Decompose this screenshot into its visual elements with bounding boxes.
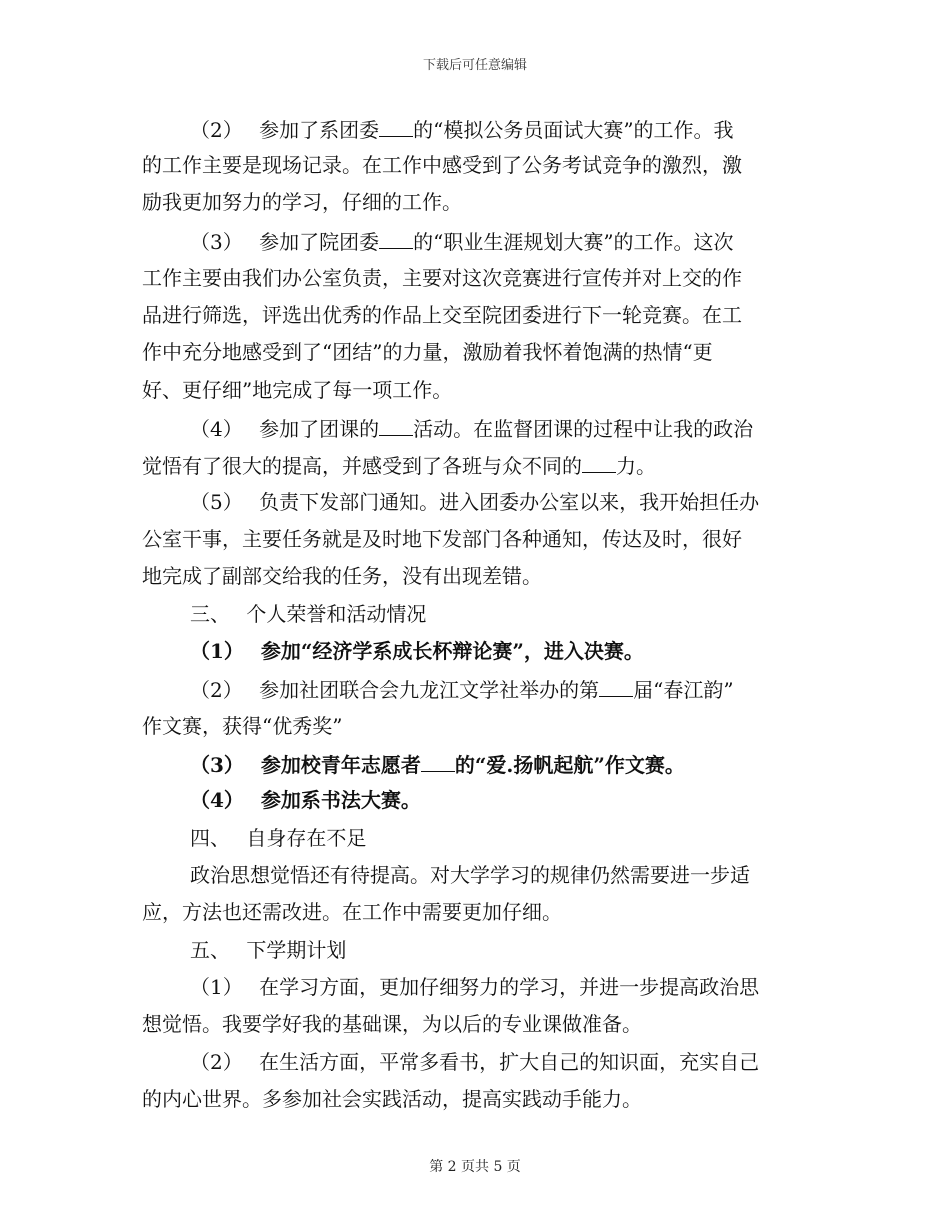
text-segment: （1） 参加“经济学系成长杯辩论赛”，进入决赛。 xyxy=(190,639,644,663)
text-line xyxy=(190,938,346,962)
text-line xyxy=(142,303,742,327)
text-line xyxy=(190,116,734,142)
text-segment: 品进行筛选，评选出优秀的作品上交至院团委进行下一轮竞赛。在工 xyxy=(142,303,742,327)
text-segment: 作中充分地感受到了“团结”的力量，激励着我怀着饱满的热情“更 xyxy=(142,340,713,364)
text-line xyxy=(142,452,656,478)
text-segment: 的工作主要是现场记录。在工作中感受到了公务考试竞争的激烈，激 xyxy=(142,153,742,177)
blank-underline xyxy=(379,116,413,137)
text-segment: 作文赛，获得“优秀奖” xyxy=(142,714,343,738)
text-segment: （2） 在生活方面，平常多看书，扩大自己的知识面，充实自己 xyxy=(190,1050,760,1074)
text-line xyxy=(190,602,426,626)
text-line xyxy=(142,266,742,290)
text-segment: 活动。在监督团课的过程中让我的政治 xyxy=(413,417,754,441)
text-segment: 届“春江韵” xyxy=(633,678,734,702)
text-line xyxy=(142,1012,642,1036)
blank-underline xyxy=(379,228,413,249)
text-segment: 的内心世界。多参加社会实践活动，提高实践动手能力。 xyxy=(142,1087,642,1111)
text-line xyxy=(190,788,421,812)
text-segment: （3） 参加了院团委 xyxy=(190,230,380,254)
text-line xyxy=(190,228,734,254)
text-segment: 想觉悟。我要学好我的基础课，为以后的专业课做准备。 xyxy=(142,1012,642,1036)
text-segment: （3） 参加校青年志愿者 xyxy=(190,753,421,777)
text-segment: 四、 自身存在不足 xyxy=(190,826,367,850)
text-line xyxy=(142,527,742,551)
text-segment: （2） 参加社团联合会九龙江文学社举办的第 xyxy=(190,678,600,702)
text-segment: 工作主要由我们办公室负责，主要对这次竞赛进行宣传并对上交的作 xyxy=(142,266,742,290)
text-line xyxy=(190,676,734,702)
text-segment: 地完成了副部交给我的任务，没有出现差错。 xyxy=(142,564,542,588)
text-line xyxy=(142,190,462,214)
text-line xyxy=(142,564,542,588)
text-segment: 应，方法也还需改进。在工作中需要更加仔细。 xyxy=(142,900,562,924)
text-line xyxy=(142,714,342,738)
text-segment: 觉悟有了很大的提高，并感受到了各班与众不同的 xyxy=(142,454,582,478)
page-header: 下载后可任意编辑 xyxy=(422,58,527,73)
text-segment: 的“模拟公务员面试大赛”的工作。我 xyxy=(413,118,734,142)
text-line xyxy=(190,415,753,441)
text-line xyxy=(142,378,452,402)
text-segment: （1） 在学习方面，更加仔细努力的学习，并进一步提高政治思 xyxy=(190,975,760,999)
text-line xyxy=(190,975,759,999)
text-line xyxy=(142,340,713,364)
text-segment: （4） 参加了团课的 xyxy=(190,417,380,441)
text-segment: 的“爱.扬帆起航”作文赛。 xyxy=(454,753,685,777)
text-line xyxy=(190,826,366,850)
blank-underline xyxy=(379,415,413,436)
text-line xyxy=(142,153,742,177)
text-line xyxy=(190,751,685,777)
text-line xyxy=(190,490,759,514)
text-segment: 的“职业生涯规划大赛”的工作。这次 xyxy=(413,230,734,254)
text-line xyxy=(190,639,644,663)
text-segment: 政治思想觉悟还有待提高。对大学学习的规律仍然需要进一步适 xyxy=(190,863,750,887)
text-segment: （5） 负责下发部门通知。进入团委办公室以来，我开始担任办 xyxy=(190,490,760,514)
text-line xyxy=(142,900,562,924)
text-line xyxy=(142,1087,642,1111)
text-segment: （4） 参加系书法大赛。 xyxy=(190,788,421,812)
text-segment: （2） 参加了系团委 xyxy=(190,118,380,142)
text-segment: 好、更仔细”地完成了每一项工作。 xyxy=(142,378,453,402)
text-line xyxy=(190,1050,759,1074)
text-segment: 励我更加努力的学习，仔细的工作。 xyxy=(142,190,462,214)
text-segment: 力。 xyxy=(616,454,656,478)
text-line xyxy=(190,863,750,887)
blank-underline xyxy=(582,452,616,473)
blank-underline xyxy=(599,676,633,697)
blank-underline xyxy=(421,751,455,772)
text-segment: 三、 个人荣誉和活动情况 xyxy=(190,602,427,626)
text-segment: 公室干事，主要任务就是及时地下发部门各种通知，传达及时，很好 xyxy=(142,527,742,551)
page-footer: 第 2 页共 5 页 xyxy=(429,1159,521,1175)
text-segment: 五、 下学期计划 xyxy=(190,938,347,962)
